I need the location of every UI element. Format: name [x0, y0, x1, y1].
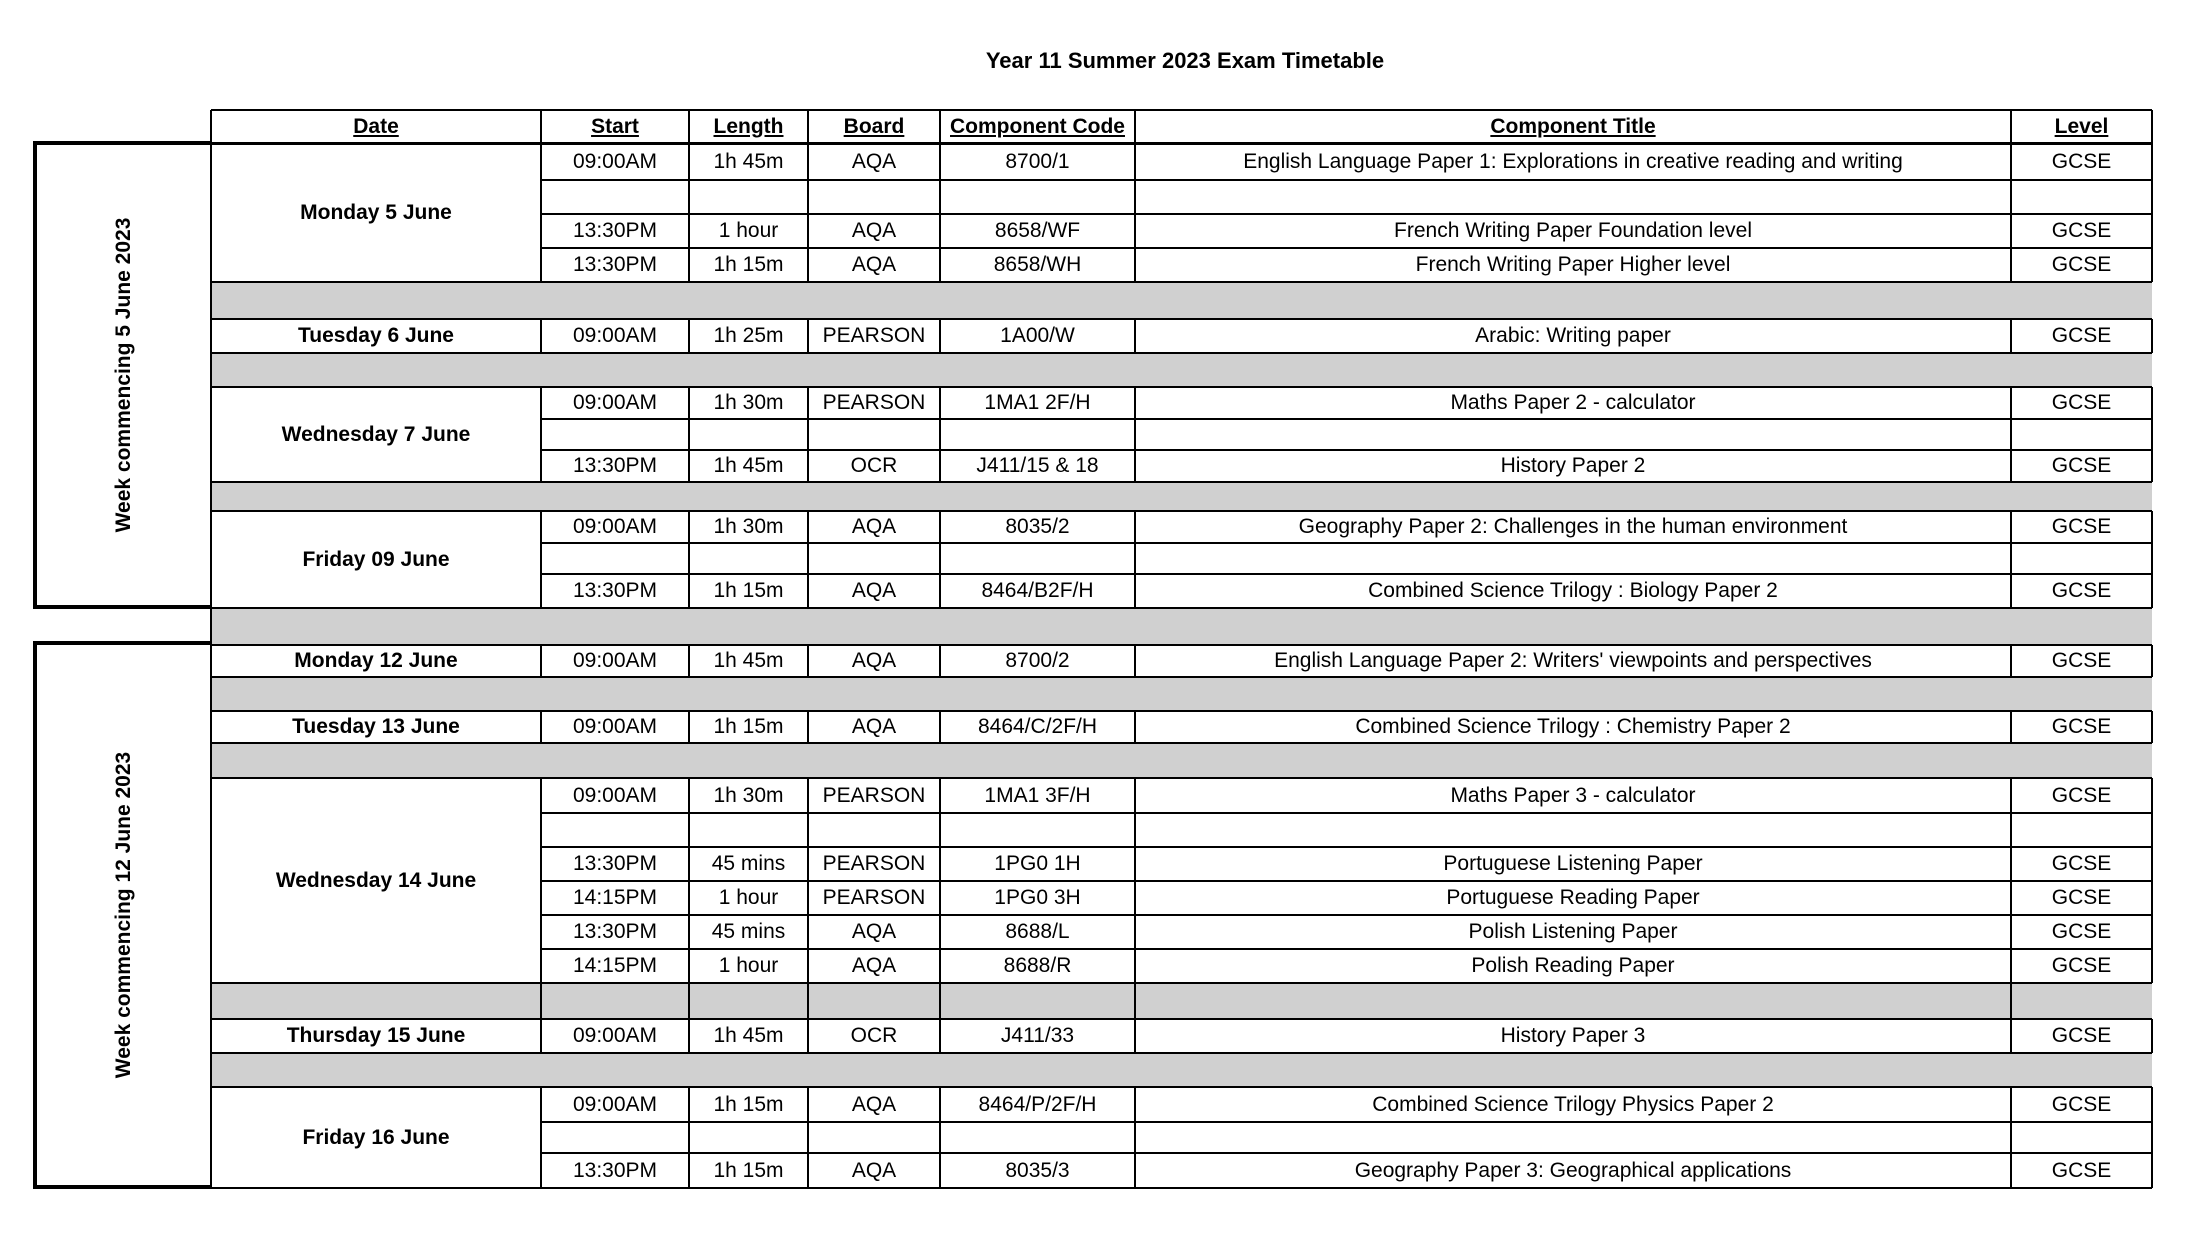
level-cell: [2011, 1122, 2152, 1153]
rule: [2010, 645, 2012, 677]
column-header: Level: [2054, 114, 2109, 138]
length-cell: 1h 15m: [713, 579, 784, 602]
rule: [211, 510, 2152, 512]
component-code-cell: [940, 813, 1135, 847]
length-cell: 1h 25m: [713, 324, 784, 347]
rule: [540, 778, 542, 983]
separator-band: [211, 677, 2152, 711]
component-code-cell: 8464/B2F/H: [981, 579, 1094, 602]
component-code-cell: 8688/L: [1005, 920, 1070, 943]
component-title-cell: Maths Paper 3 - calculator: [1450, 783, 1696, 807]
rule: [1134, 110, 1136, 143]
level-cell: GCSE: [2051, 1092, 2112, 1116]
rule: [688, 110, 690, 143]
rule: [540, 1087, 542, 1188]
rule: [1134, 1087, 1136, 1188]
rule: [211, 352, 2152, 354]
level-cell: GCSE: [2051, 219, 2112, 242]
start-time-cell: 13:30PM: [572, 219, 658, 242]
component-title-cell: History Paper 3: [1500, 1024, 1646, 1047]
board-cell: AQA: [851, 920, 897, 943]
rule: [211, 281, 2152, 283]
length-cell: 1 hour: [718, 954, 779, 977]
level-cell: GCSE: [2051, 1158, 2112, 1182]
rule: [688, 387, 690, 482]
component-title-cell: [1135, 1122, 2011, 1153]
length-cell: 1h 15m: [713, 1092, 784, 1116]
separator-band: [211, 353, 2152, 387]
rule: [540, 983, 542, 1019]
rule: [939, 110, 941, 143]
column-header: Date: [353, 114, 399, 138]
level-cell: GCSE: [2051, 920, 2112, 943]
component-title-cell: French Writing Paper Foundation level: [1394, 219, 1752, 242]
rule: [688, 778, 690, 983]
component-code-cell: [940, 419, 1135, 450]
rule: [540, 387, 542, 482]
length-cell: [689, 813, 808, 847]
rule: [1134, 778, 1136, 983]
level-cell: [2011, 180, 2152, 214]
rule: [2151, 110, 2153, 143]
start-time-cell: 13:30PM: [572, 1158, 658, 1182]
length-cell: 1h 45m: [713, 454, 784, 477]
rule: [807, 511, 809, 608]
level-cell: [2011, 543, 2152, 574]
component-code-cell: [940, 180, 1135, 214]
board-cell: AQA: [851, 954, 897, 977]
start-time-cell: 09:00AM: [572, 1024, 658, 1047]
rule: [2010, 511, 2012, 608]
component-title-cell: English Language Paper 1: Explorations in creative reading and writing: [1243, 149, 1903, 173]
rule: [540, 143, 542, 282]
start-time-cell: 09:00AM: [572, 783, 658, 807]
level-cell: GCSE: [2051, 391, 2112, 414]
component-code-cell: 1MA1 2F/H: [984, 391, 1091, 414]
component-code-cell: 8035/2: [1005, 515, 1070, 538]
start-time-cell: [541, 1122, 689, 1153]
board-cell: AQA: [851, 579, 897, 602]
level-cell: GCSE: [2051, 149, 2112, 173]
exam-date: Friday 09 June: [302, 547, 450, 571]
rule: [541, 914, 2152, 916]
level-cell: GCSE: [2051, 649, 2112, 672]
start-time-cell: [541, 180, 689, 214]
component-title-cell: Maths Paper 2 - calculator: [1450, 391, 1696, 414]
component-title-cell: English Language Paper 2: Writers' viewpoints and perspectives: [1274, 649, 1872, 672]
level-cell: GCSE: [2051, 1024, 2112, 1047]
rule: [211, 644, 2152, 646]
length-cell: [689, 1122, 808, 1153]
rule: [211, 142, 2152, 144]
rule: [939, 143, 941, 282]
component-code-cell: 8688/R: [1003, 954, 1072, 977]
rule: [541, 247, 2152, 249]
separator-band: [211, 743, 2152, 778]
exam-date: Friday 16 June: [302, 1125, 450, 1149]
component-title-cell: [1135, 543, 2011, 574]
component-code-cell: J411/33: [1000, 1024, 1075, 1047]
exam-date: Monday 5 June: [300, 200, 452, 224]
exam-date: Tuesday 13 June: [292, 715, 460, 738]
component-code-cell: 8035/3: [1005, 1158, 1070, 1182]
rule: [939, 1019, 941, 1053]
length-cell: 1 hour: [718, 886, 779, 909]
rule: [211, 1086, 2152, 1088]
component-title-cell: Geography Paper 3: Geographical applications: [1354, 1158, 1792, 1182]
rule: [2010, 1019, 2012, 1053]
rule: [688, 983, 690, 1019]
start-time-cell: 14:15PM: [572, 954, 658, 977]
rule: [2151, 711, 2153, 743]
board-cell: [808, 813, 940, 847]
length-cell: 1h 30m: [713, 783, 784, 807]
rule: [2010, 143, 2012, 282]
level-cell: GCSE: [2051, 515, 2112, 538]
rule: [211, 742, 2152, 744]
exam-date: Thursday 15 June: [286, 1024, 466, 1047]
rule: [688, 711, 690, 743]
rule: [2010, 983, 2012, 1019]
rule: [807, 711, 809, 743]
exam-date: Wednesday 7 June: [281, 422, 471, 446]
rule: [2151, 1087, 2153, 1188]
rule: [1134, 319, 1136, 353]
rule: [541, 880, 2152, 882]
rule: [540, 1019, 542, 1053]
rule: [807, 110, 809, 143]
rule: [211, 109, 2152, 111]
board-cell: [808, 543, 940, 574]
rule: [2010, 778, 2012, 983]
rule: [2010, 1087, 2012, 1188]
rule: [807, 1087, 809, 1188]
length-cell: 1h 15m: [713, 1158, 784, 1182]
length-cell: 1h 45m: [713, 149, 784, 173]
rule: [1134, 645, 1136, 677]
rule: [211, 1018, 2152, 1020]
rule: [541, 1121, 2152, 1123]
start-time-cell: 13:30PM: [572, 454, 658, 477]
separator-band: [211, 482, 2152, 511]
board-cell: AQA: [851, 649, 897, 672]
length-cell: 1h 15m: [713, 253, 784, 276]
exam-date: Wednesday 14 June: [275, 868, 477, 892]
component-code-cell: 8658/WH: [993, 253, 1082, 276]
rule: [807, 645, 809, 677]
separator-band: [211, 282, 2152, 319]
rule: [1134, 711, 1136, 743]
component-title-cell: Combined Science Trilogy : Biology Paper 2: [1368, 579, 1778, 602]
rule: [939, 983, 941, 1019]
rule: [540, 711, 542, 743]
component-code-cell: [940, 543, 1135, 574]
rule: [939, 511, 941, 608]
rule: [541, 213, 2152, 215]
component-code-cell: 8700/2: [1005, 649, 1070, 672]
level-cell: GCSE: [2051, 954, 2112, 977]
length-cell: [689, 419, 808, 450]
rule: [2010, 110, 2012, 143]
rule: [2151, 319, 2153, 353]
length-cell: 1h 15m: [713, 715, 784, 738]
component-code-cell: J411/15 & 18: [976, 454, 1099, 477]
exam-date: Monday 12 June: [294, 649, 458, 672]
component-title-cell: Portuguese Reading Paper: [1446, 886, 1700, 909]
rule: [211, 777, 2152, 779]
rule: [540, 319, 542, 353]
rule: [939, 1087, 941, 1188]
component-code-cell: 8464/C/2F/H: [977, 715, 1098, 738]
length-cell: [689, 180, 808, 214]
component-title-cell: Portuguese Listening Paper: [1443, 852, 1703, 875]
rule: [540, 511, 542, 608]
exam-date: Tuesday 6 June: [297, 324, 454, 347]
rule: [541, 418, 2152, 420]
rule: [2010, 711, 2012, 743]
rule: [541, 449, 2152, 451]
rule: [541, 846, 2152, 848]
column-header: Board: [843, 114, 905, 138]
rule: [688, 645, 690, 677]
rule: [807, 983, 809, 1019]
rule: [807, 1019, 809, 1053]
rule: [939, 645, 941, 677]
rule: [210, 110, 212, 1189]
rule: [939, 387, 941, 482]
rule: [2151, 778, 2153, 983]
start-time-cell: 13:30PM: [572, 852, 658, 875]
rule: [1134, 387, 1136, 482]
rule: [807, 387, 809, 482]
level-cell: GCSE: [2051, 579, 2112, 602]
rule: [807, 143, 809, 282]
column-header: Component Title: [1490, 114, 1656, 138]
rule: [211, 710, 2152, 712]
component-title-cell: [1135, 813, 2011, 847]
start-time-cell: [541, 419, 689, 450]
board-cell: PEARSON: [822, 886, 926, 909]
length-cell: 45 mins: [711, 920, 786, 943]
board-cell: [808, 180, 940, 214]
level-cell: GCSE: [2051, 253, 2112, 276]
start-time-cell: 09:00AM: [572, 391, 658, 414]
board-cell: PEARSON: [822, 391, 926, 414]
board-cell: [808, 419, 940, 450]
start-time-cell: 09:00AM: [572, 1092, 658, 1116]
rule: [2151, 143, 2153, 282]
rule: [2151, 511, 2153, 608]
rule: [807, 778, 809, 983]
rule: [939, 319, 941, 353]
rule: [2010, 387, 2012, 482]
component-title-cell: French Writing Paper Higher level: [1415, 253, 1731, 276]
rule: [939, 711, 941, 743]
component-title-cell: Arabic: Writing paper: [1475, 324, 1671, 347]
length-cell: 45 mins: [711, 852, 786, 875]
separator-band: [211, 608, 2152, 645]
component-code-cell: 8464/P/2F/H: [978, 1092, 1097, 1116]
rule: [688, 1019, 690, 1053]
length-cell: 1 hour: [718, 219, 779, 242]
level-cell: GCSE: [2051, 715, 2112, 738]
start-time-cell: [541, 813, 689, 847]
rule: [2010, 319, 2012, 353]
rule: [688, 143, 690, 282]
rule: [211, 1052, 2152, 1054]
level-cell: [2011, 419, 2152, 450]
level-cell: [2011, 813, 2152, 847]
rule: [211, 676, 2152, 678]
board-cell: [808, 1122, 940, 1153]
start-time-cell: 09:00AM: [572, 515, 658, 538]
rule: [211, 1187, 2152, 1189]
rule: [211, 481, 2152, 483]
board-cell: PEARSON: [822, 324, 926, 347]
rule: [211, 318, 2152, 320]
board-cell: AQA: [851, 149, 897, 173]
component-code-cell: 8658/WF: [994, 219, 1081, 242]
start-time-cell: 09:00AM: [572, 324, 658, 347]
column-header: Length: [713, 114, 784, 138]
component-code-cell: 1MA1 3F/H: [984, 783, 1091, 807]
board-cell: PEARSON: [822, 783, 926, 807]
length-cell: 1h 45m: [713, 1024, 784, 1047]
component-code-cell: 8700/1: [1005, 149, 1070, 173]
component-title-cell: Combined Science Trilogy Physics Paper 2: [1372, 1092, 1774, 1116]
component-code-cell: 1PG0 1H: [994, 852, 1081, 875]
rule: [688, 511, 690, 608]
rule: [541, 812, 2152, 814]
rule: [211, 982, 2152, 984]
board-cell: AQA: [851, 253, 897, 276]
board-cell: PEARSON: [822, 852, 926, 875]
board-cell: OCR: [850, 454, 898, 477]
board-cell: OCR: [850, 1024, 898, 1047]
rule: [807, 319, 809, 353]
level-cell: GCSE: [2051, 852, 2112, 875]
start-time-cell: [541, 543, 689, 574]
rule: [211, 386, 2152, 388]
week-label: Week commencing 5 June 2023: [112, 217, 135, 533]
start-time-cell: 14:15PM: [572, 886, 658, 909]
rule: [541, 179, 2152, 181]
rule: [541, 1152, 2152, 1154]
rule: [1134, 143, 1136, 282]
separator-band: [211, 1053, 2152, 1087]
rule: [541, 542, 2152, 544]
rule: [939, 778, 941, 983]
component-title-cell: Polish Reading Paper: [1471, 954, 1675, 977]
component-code-cell: 1PG0 3H: [994, 886, 1081, 909]
board-cell: AQA: [851, 715, 897, 738]
component-code-cell: 1A00/W: [1000, 324, 1075, 347]
rule: [541, 948, 2152, 950]
length-cell: 1h 30m: [713, 515, 784, 538]
level-cell: GCSE: [2051, 783, 2112, 807]
rule: [1134, 1019, 1136, 1053]
start-time-cell: 09:00AM: [572, 649, 658, 672]
level-cell: GCSE: [2051, 886, 2112, 909]
board-cell: AQA: [851, 219, 897, 242]
rule: [540, 110, 542, 143]
rule: [541, 573, 2152, 575]
rule: [211, 607, 2152, 609]
column-header: Start: [591, 114, 639, 138]
rule: [1134, 511, 1136, 608]
week-label: Week commencing 12 June 2023: [112, 751, 135, 1079]
separator-band: [211, 983, 2152, 1019]
board-cell: AQA: [851, 1158, 897, 1182]
rule: [540, 645, 542, 677]
component-title-cell: History Paper 2: [1500, 454, 1646, 477]
start-time-cell: 13:30PM: [572, 920, 658, 943]
start-time-cell: 13:30PM: [572, 253, 658, 276]
rule: [2151, 387, 2153, 482]
level-cell: GCSE: [2051, 324, 2112, 347]
start-time-cell: 09:00AM: [572, 715, 658, 738]
rule: [688, 1087, 690, 1188]
component-title-cell: [1135, 419, 2011, 450]
component-title-cell: [1135, 180, 2011, 214]
length-cell: [689, 543, 808, 574]
start-time-cell: 09:00AM: [572, 149, 658, 173]
rule: [688, 319, 690, 353]
board-cell: AQA: [851, 515, 897, 538]
length-cell: 1h 30m: [713, 391, 784, 414]
rule: [2151, 645, 2153, 677]
component-title-cell: Polish Listening Paper: [1468, 920, 1678, 943]
length-cell: 1h 45m: [713, 649, 784, 672]
page-title: Year 11 Summer 2023 Exam Timetable: [985, 48, 1385, 73]
component-title-cell: Geography Paper 2: Challenges in the human environment: [1298, 515, 1848, 538]
component-title-cell: Combined Science Trilogy : Chemistry Paper 2: [1355, 715, 1791, 738]
board-cell: AQA: [851, 1092, 897, 1116]
start-time-cell: 13:30PM: [572, 579, 658, 602]
column-header: Component Code: [950, 114, 1125, 138]
level-cell: GCSE: [2051, 454, 2112, 477]
rule: [2151, 1019, 2153, 1053]
rule: [1134, 983, 1136, 1019]
component-code-cell: [940, 1122, 1135, 1153]
